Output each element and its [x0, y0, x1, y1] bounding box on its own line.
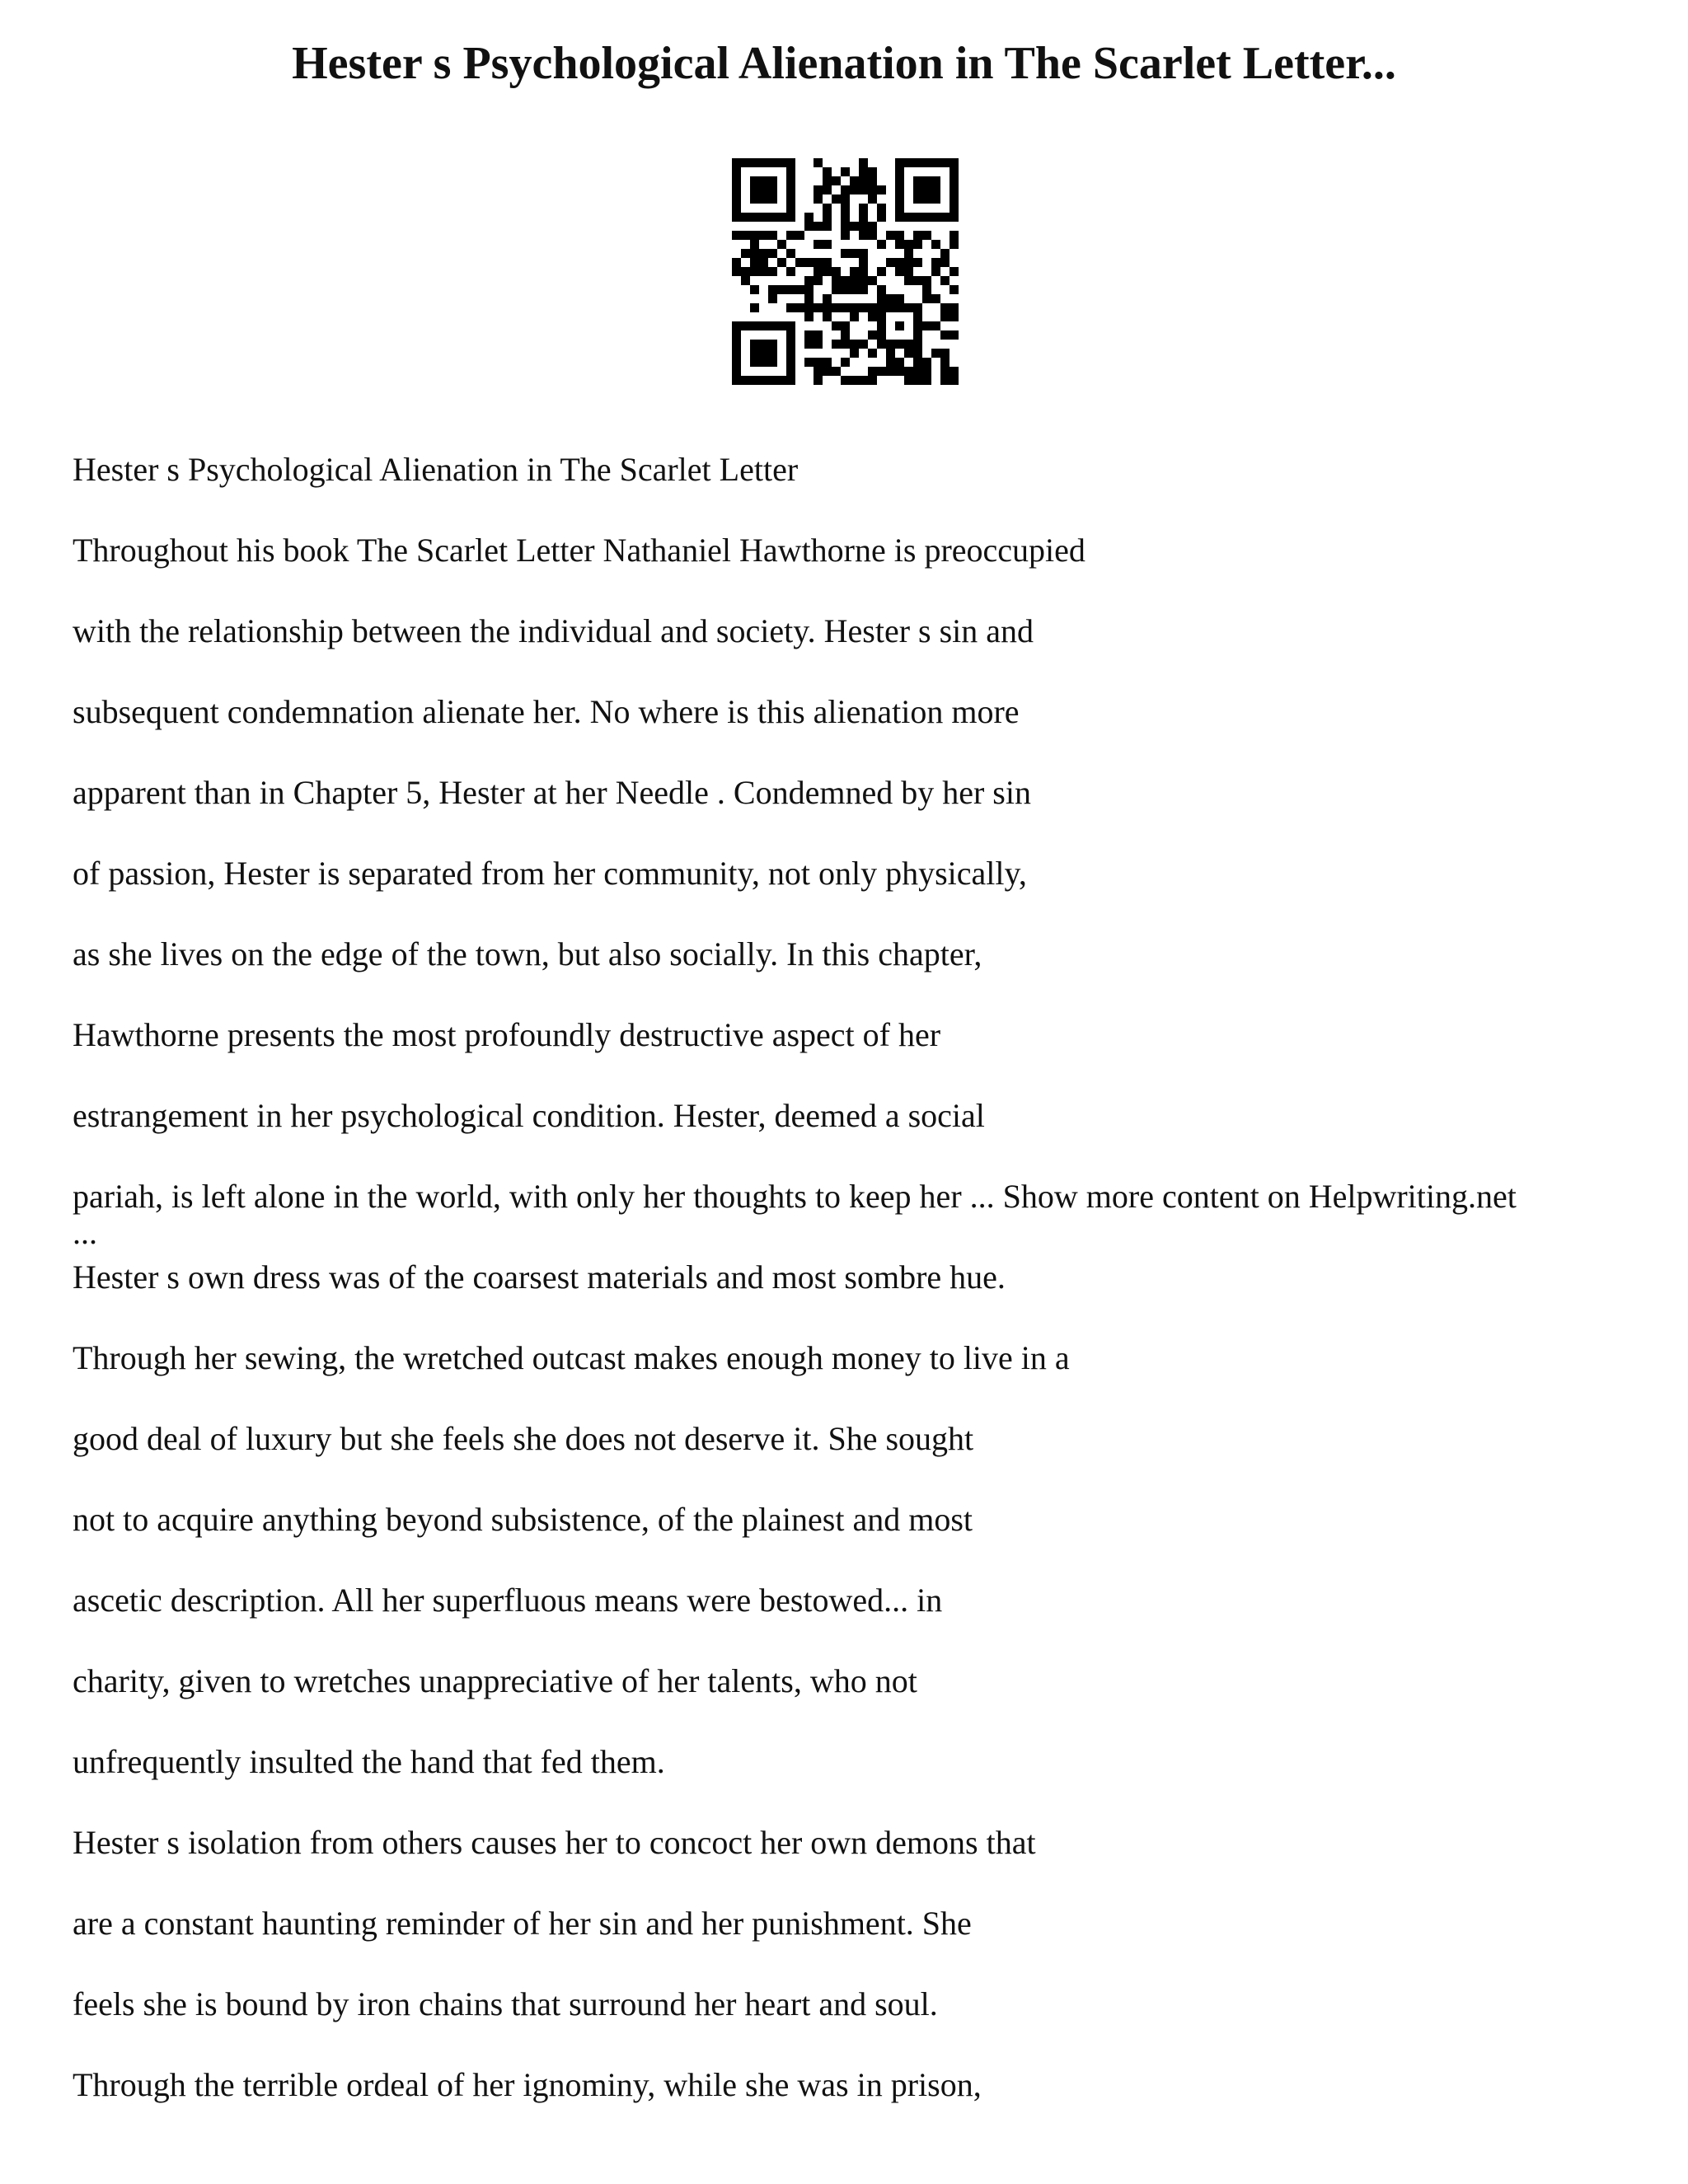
text-line: subsequent condemnation alienate her. No where is this alienation more [73, 693, 1020, 730]
text-line: unfrequently insulted the hand that fed them. [73, 1743, 665, 1780]
ellipsis-text: ... [73, 1214, 97, 1251]
text-line: with the relationship between the individual and society. Hester s sin and [73, 612, 1034, 649]
text-line: Through her sewing, the wretched outcast makes enough money to live in a [73, 1339, 1070, 1376]
text-line: Hawthorne presents the most profoundly destructive aspect of her [73, 1016, 941, 1053]
text-line: not to acquire anything beyond subsistence, of the plainest and most [73, 1501, 973, 1538]
show-more-line: pariah, is left alone in the world, with only her thoughts to keep her ... Show more content on Helpwriting.net [73, 1178, 1517, 1215]
document-heading: Hester s Psychological Alienation in The Scarlet Letter [73, 451, 799, 488]
qr-code-icon [732, 158, 959, 385]
text-line: ascetic description. All her superfluous means were bestowed... in [73, 1582, 943, 1619]
text-line: apparent than in Chapter 5, Hester at her Needle . Condemned by her sin [73, 774, 1031, 811]
text-line: Hester s own dress was of the coarsest materials and most sombre hue. [73, 1258, 1006, 1296]
text-line: are a constant haunting reminder of her sin and her punishment. She [73, 1905, 972, 1942]
text-line: Through the terrible ordeal of her ignominy, while she was in prison, [73, 2066, 982, 2103]
text-line: of passion, Hester is separated from her community, not only physically, [73, 855, 1027, 892]
text-line: Throughout his book The Scarlet Letter Nathaniel Hawthorne is preoccupied [73, 532, 1085, 569]
text-line: estrangement in her psychological condition. Hester, deemed a social [73, 1097, 985, 1134]
text-line: Hester s isolation from others causes her to concoct her own demons that [73, 1824, 1036, 1861]
text-line: good deal of luxury but she feels she does not deserve it. She sought [73, 1420, 974, 1457]
page-title: Hester s Psychological Alienation in The Scarlet Letter... [292, 38, 1396, 89]
text-line: charity, given to wretches unappreciative of her talents, who not [73, 1662, 917, 1699]
text-line: as she lives on the edge of the town, but also socially. In this chapter, [73, 935, 982, 972]
text-line: feels she is bound by iron chains that surround her heart and soul. [73, 1985, 938, 2022]
